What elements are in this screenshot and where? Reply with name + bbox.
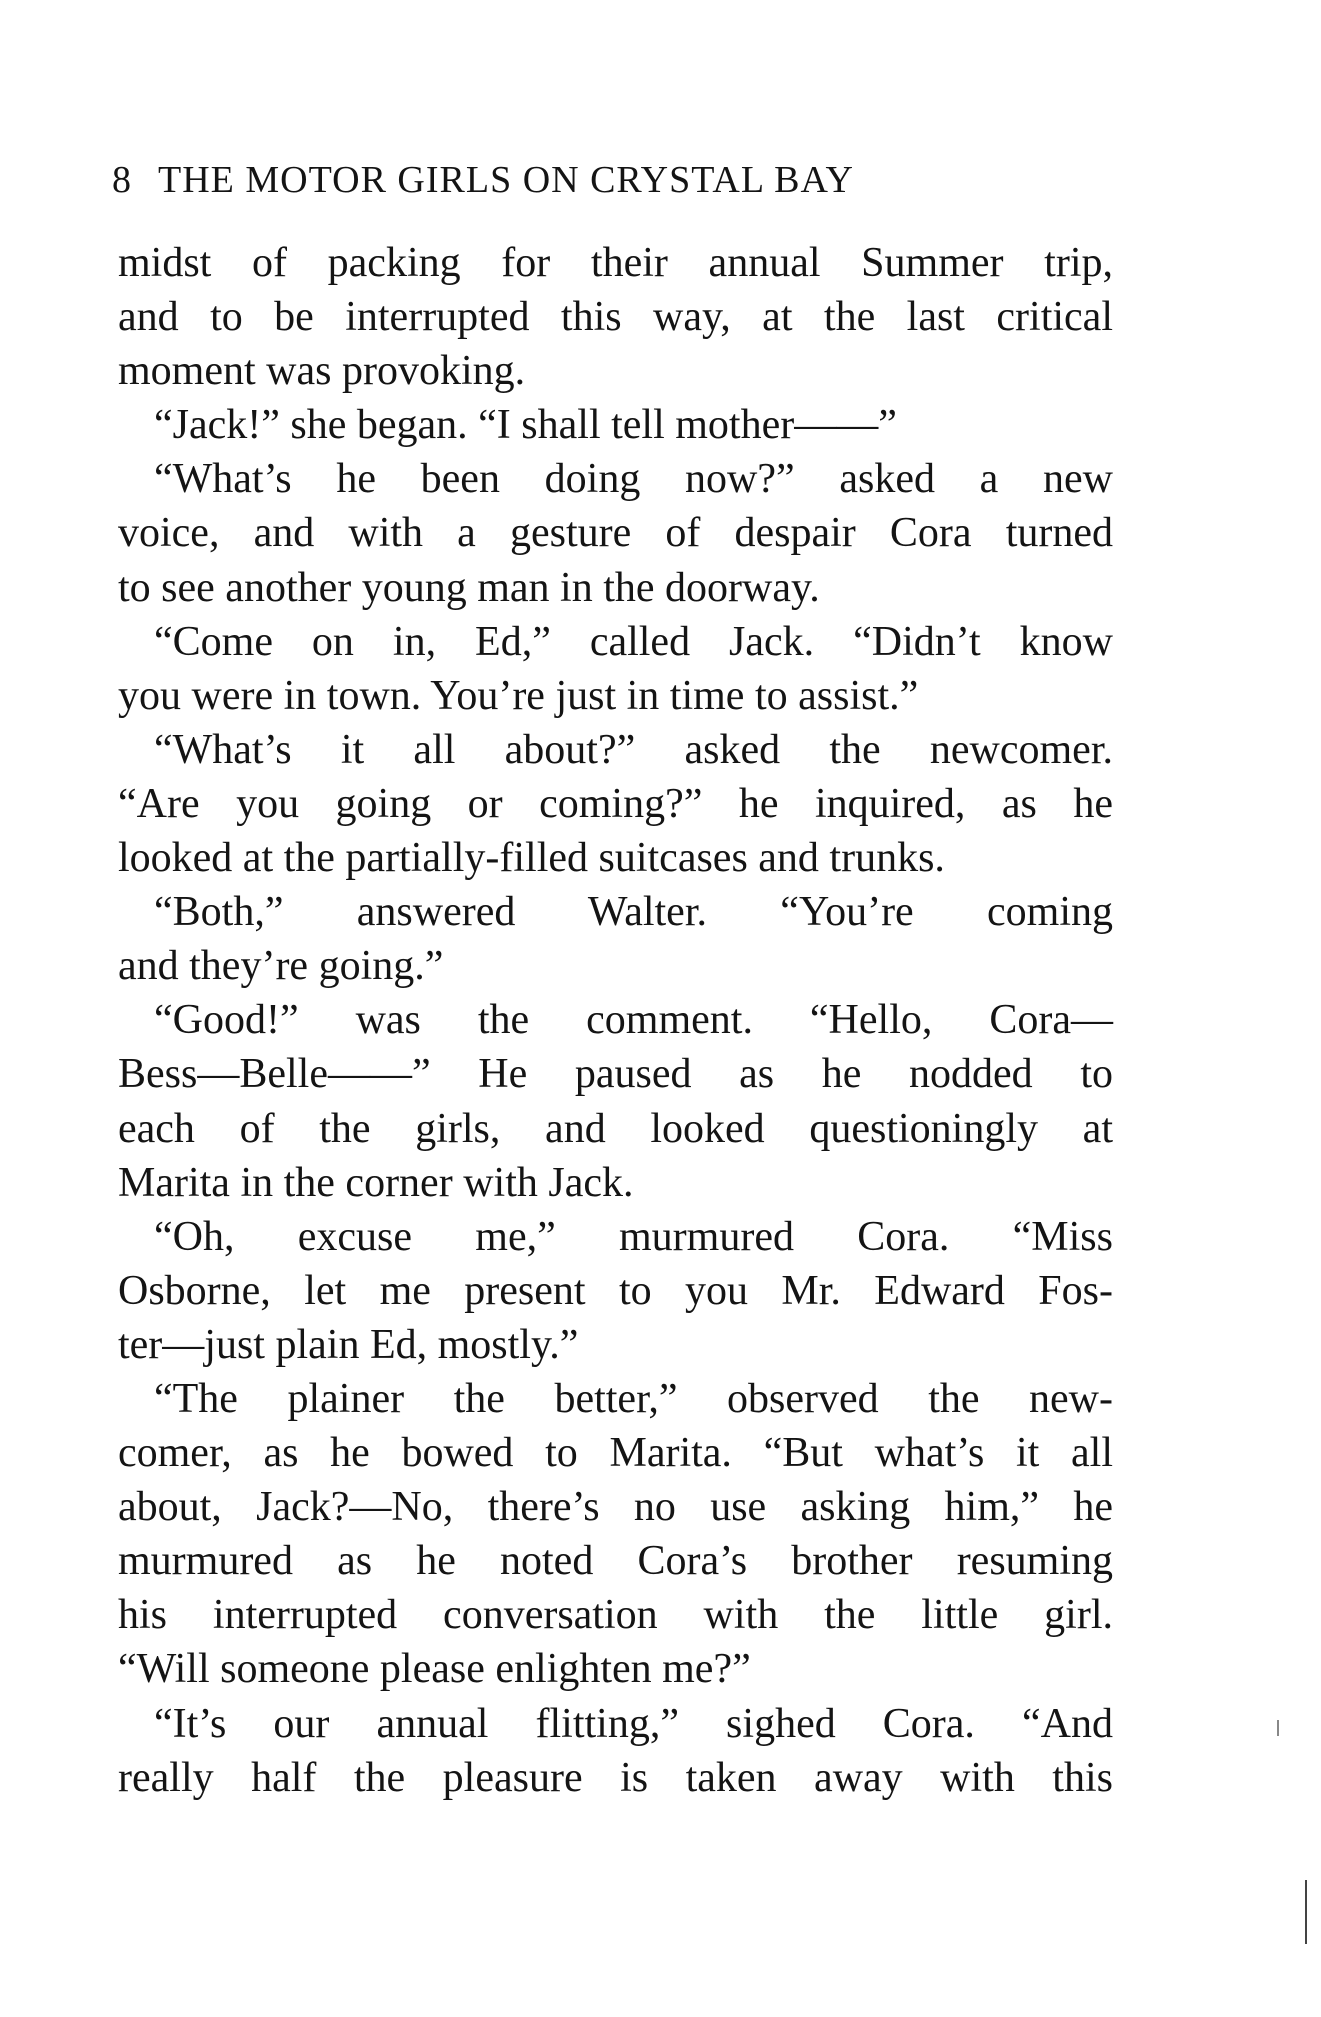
text-line: “The plainer the better,” observed the new-: [154, 1375, 1113, 1422]
text-line: to see another young man in the doorway.: [118, 564, 820, 611]
text-line: “What’s it all about?” asked the newcomer.: [154, 726, 1113, 773]
text-line: moment was provoking.: [118, 348, 526, 395]
text-line: ter—just plain Ed, mostly.”: [118, 1321, 579, 1368]
text-line: looked at the partially-filled suitcases and trunks.: [118, 835, 945, 882]
text-line: “Will someone please enlighten me?”: [118, 1646, 751, 1693]
text-line: “Both,” answered Walter. “You’re coming: [154, 889, 1113, 936]
margin-speck: [1277, 1720, 1279, 1736]
text-line: “What’s he been doing now?” asked a new: [154, 456, 1113, 503]
text-line: “Come on in, Ed,” called Jack. “Didn’t know: [154, 618, 1113, 665]
text-line: you were in town. You’re just in time to assist.”: [118, 672, 919, 719]
text-line: really half the pleasure is taken away with this: [118, 1754, 1113, 1801]
text-line: midst of packing for their annual Summer trip,: [118, 240, 1113, 286]
page-number: 8: [112, 159, 132, 201]
text-line: “Jack!” she began. “I shall tell mother——”: [154, 402, 897, 449]
body-text: [118, 236, 1113, 1805]
text-line: Osborne, let me present to you Mr. Edward Fos-: [118, 1267, 1113, 1314]
text-line: “Are you going or coming?” he inquired, as he: [118, 780, 1113, 827]
text-line: comer, as he bowed to Marita. “But what’s it all: [118, 1430, 1113, 1477]
margin-mark: [1305, 1880, 1307, 1944]
text-line: “Good!” was the comment. “Hello, Cora—: [154, 997, 1113, 1044]
text-line: about, Jack?—No, there’s no use asking him,” he: [118, 1484, 1113, 1531]
text-line: “Oh, excuse me,” murmured Cora. “Miss: [154, 1213, 1113, 1260]
text-line: each of the girls, and looked questioningly at: [118, 1105, 1113, 1152]
text-line: his interrupted conversation with the little girl.: [118, 1592, 1113, 1639]
text-line: and to be interrupted this way, at the last critical: [118, 294, 1113, 341]
text-line: voice, and with a gesture of despair Cora turned: [118, 510, 1113, 557]
text-line: murmured as he noted Cora’s brother resuming: [118, 1538, 1113, 1585]
text-line: “It’s our annual flitting,” sighed Cora. “And: [154, 1700, 1113, 1747]
running-head: [112, 155, 1112, 205]
text-line: Bess—Belle——” He paused as he nodded to: [118, 1051, 1113, 1098]
text-line: and they’re going.”: [118, 943, 444, 990]
text-line: Marita in the corner with Jack.: [118, 1159, 634, 1206]
running-title: THE MOTOR GIRLS ON CRYSTAL BAY: [158, 159, 854, 201]
